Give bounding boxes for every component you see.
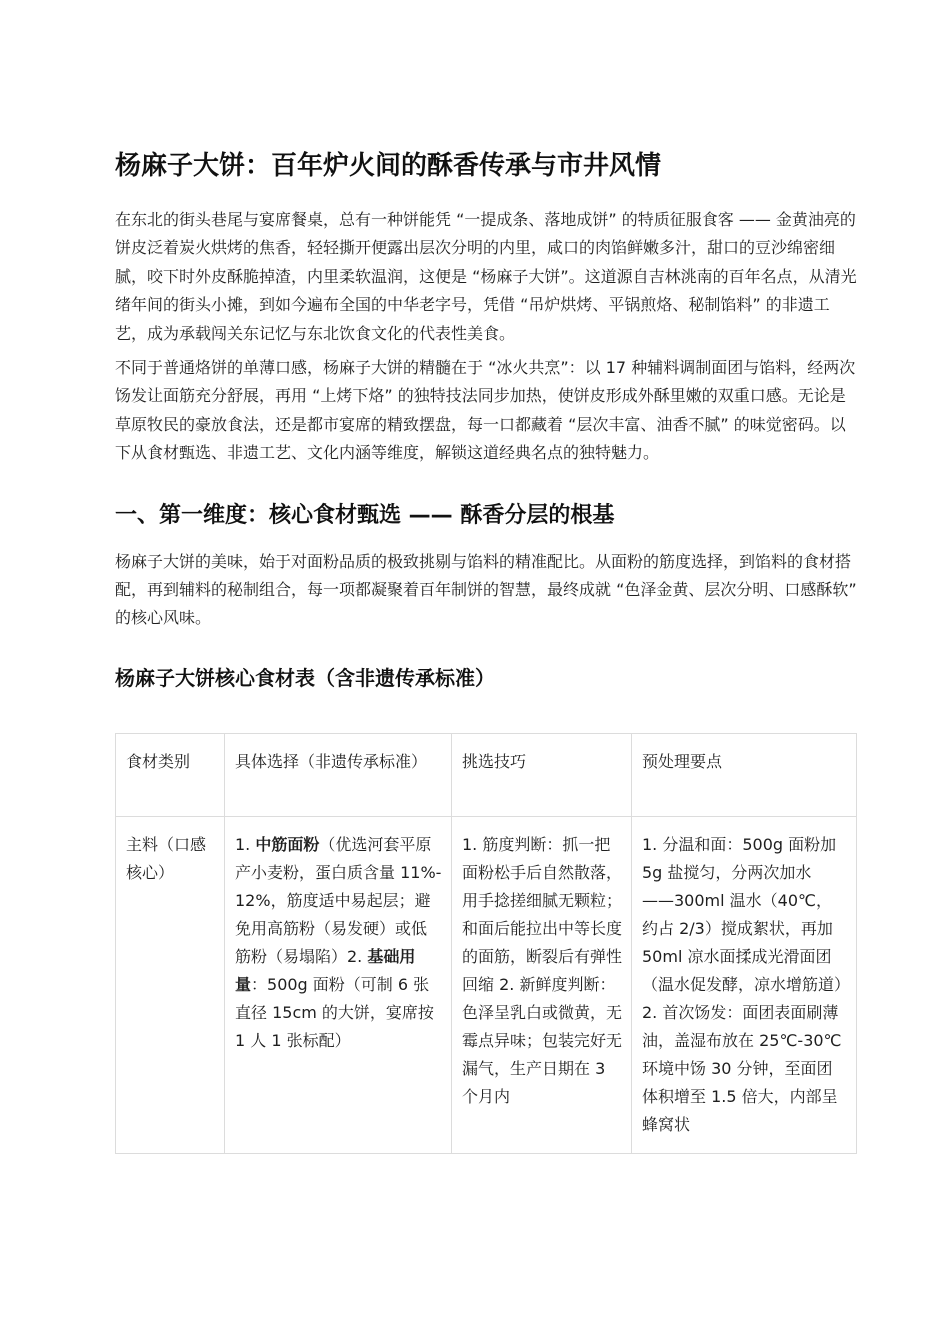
cell-tips: 1. 筋度判断：抓一把面粉松手后自然散落，用手捻搓细腻无颗粒；和面后能拉出中等长度的面筋，断裂后有弹性回缩 2. 新鲜度判断：色泽呈乳白或微黄，无霉点异味；包装完好无漏气，生产日期在 3 个月内 [452, 816, 632, 1153]
intro-paragraph-2: 不同于普通烙饼的单薄口感，杨麻子大饼的精髓在于 “冰火共烹”：以 17 种辅料调制面团与馅料，经两次饧发让面筋充分舒展，再用 “上烤下烙” 的独特技法同步加热，使饼皮形成外酥里嫩的双重口感。无论是草原牧民的豪放食法，还是都市宴席的精致摆盘，每一口都藏着 “层次丰富、油香不腻” 的味觉密码。以下从食材甄选、非遗工艺、文化内涵等维度，解锁这道经典名点的独特魅力。 [115, 358, 856, 463]
document-page [115, 146, 857, 1154]
selection-bold-2: 基础用量 [235, 946, 416, 994]
intro-paragraph-1: 在东北的街头巷尾与宴席餐桌，总有一种饼能凭 “一提成条、落地成饼” 的特质征服食客 —— 金黄油亮的饼皮泛着炭火烘烤的焦香，轻轻撕开便露出层次分明的内里，咸口的肉馅鲜嫩多汁，甜口的豆沙绵密细腻，咬下时外皮酥脆掉渣，内里柔软温润，这便是 “杨麻子大饼”。这道源自吉林洮南的百年名点，从清光绪年间的街头小摊，到如今遍布全国的中华老字号，凭借 “吊炉烘烤、平锅煎烙、秘制馅料” 的非遗工艺，成为承载闯关东记忆与东北饮食文化的代表性美食。 [115, 210, 857, 343]
header-prep: 预处理要点 [632, 733, 857, 816]
header-category: 食材类别 [116, 733, 225, 816]
header-selection: 具体选择（非遗传承标准） [225, 733, 452, 816]
section-1-heading: 一、第一维度：核心食材甄选 —— 酥香分层的根基 [115, 502, 615, 528]
table-header-row [116, 733, 857, 816]
cell-prep: 1. 分温和面：500g 面粉加 5g 盐搅匀，分两次加水 ——300ml 温水（40℃，约占 2/3）搅成絮状，再加 50ml 凉水面揉成光滑面团（温水促发酵，凉水增筋道）2. 首次饧发：面团表面刷薄油，盖湿布放在 25℃-30℃环境中饧 30 分钟，至面团体积增至 1.5 倍大，内部呈蜂窝状 [632, 816, 857, 1153]
cell-selection [225, 816, 452, 1153]
table-row [116, 816, 857, 1153]
section-1-paragraph: 杨麻子大饼的美味，始于对面粉品质的极致挑剔与馅料的精准配比。从面粉的筋度选择，到馅料的食材搭配，再到辅料的秘制组合，每一项都凝聚着百年制饼的智慧，最终成就 “色泽金黄、层次分明、口感酥软” 的核心风味。 [115, 551, 857, 628]
ingredients-table [115, 733, 857, 1154]
selection-num-1: 1. [235, 834, 256, 854]
cell-category: 主料（口感核心） [116, 816, 225, 1153]
document-title: 杨麻子大饼：百年炉火间的酥香传承与市井风情 [115, 151, 662, 181]
selection-text-2: ：500g 面粉（可制 6 张直径 15cm 的大饼，宴席按 1 人 1 张标配） [235, 974, 434, 1050]
selection-bold-1: 中筋面粉 [255, 834, 320, 854]
table-title: 杨麻子大饼核心食材表（含非遗传承标准） [115, 665, 495, 690]
header-tips: 挑选技巧 [452, 733, 632, 816]
selection-text-1: （优选河套平原产小麦粉，蛋白质含量 11%-12%，筋度适中易起层；避免用高筋粉（易发硬）或低筋粉（易塌陷）2. [235, 834, 442, 966]
